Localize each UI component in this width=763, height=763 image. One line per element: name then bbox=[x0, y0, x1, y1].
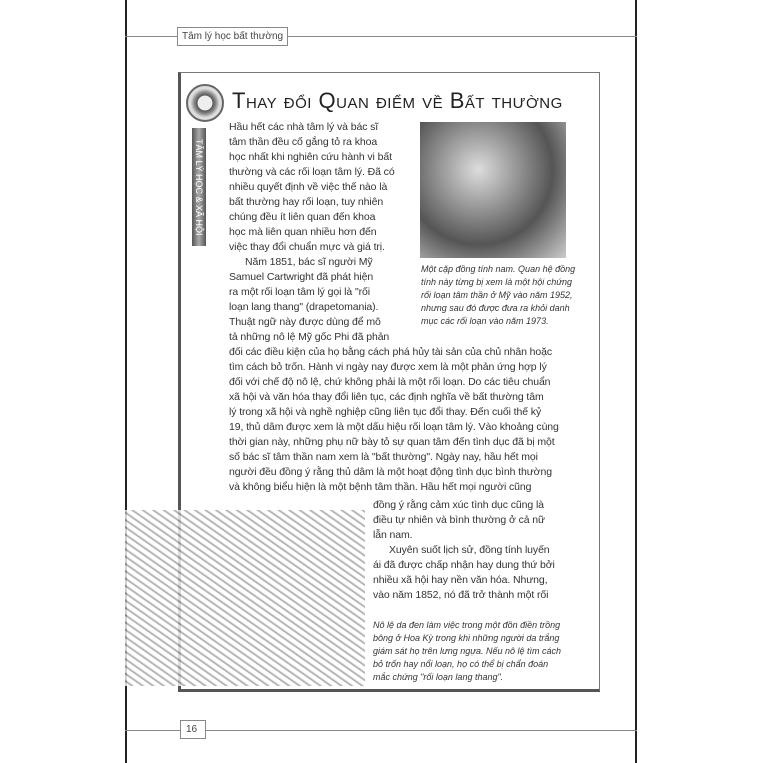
caption-line: bỏ trốn hay nổi loạn, họ có thể bị chẩn đoán bbox=[373, 659, 549, 669]
text-line: loạn lang thang" (drapetomania). bbox=[229, 301, 379, 313]
text-line: chúng đều ít liên quan đến khoa bbox=[229, 211, 376, 223]
text-line: đối với chế độ nô lệ, chứ không phải là một rối loạn. Do các tiêu chuẩn bbox=[229, 376, 551, 388]
text-line: tâm thần đều cố gắng tỏ ra khoa bbox=[229, 136, 378, 148]
text-line: tả những nô lệ Mỹ gốc Phi đã phản bbox=[229, 331, 390, 343]
text-line: ra một rối loạn tâm lý gọi là "rối bbox=[229, 286, 370, 298]
text-line: đối các điều kiện của họ bằng cách phá hủy tài sản của chủ nhân hoặc bbox=[229, 346, 553, 358]
text-line: nhiều xã hội hay nền văn hóa. Nhưng, bbox=[373, 574, 548, 586]
page-number: 16 bbox=[180, 720, 206, 739]
body-column-top bbox=[229, 120, 559, 495]
text-line: ái đã được chấp nhận hay dung thứ bởi bbox=[373, 559, 555, 571]
text-line: số bác sĩ tâm thần nam xem là "bất thường". Ngày nay, hầu hết mọi bbox=[229, 451, 538, 463]
text-line: tìm cách bỏ trốn. Hành vi ngày nay được xem là một phản ứng hợp lý bbox=[229, 361, 547, 373]
text-line: người đều đồng ý rằng thủ dâm là một hoạt động tình dục bình thường bbox=[229, 466, 552, 478]
text-line: Hầu hết các nhà tâm lý và bác sĩ bbox=[229, 121, 379, 133]
caption-line: tính này từng bị xem là một hội chứng bbox=[421, 277, 572, 287]
caption-line: Một cặp đồng tính nam. Quan hệ đồng bbox=[421, 264, 576, 274]
body-column-right bbox=[373, 498, 555, 603]
text-line: vào năm 1852, nó đã trở thành một rối bbox=[373, 589, 549, 601]
running-title: Tâm lý học bất thường bbox=[177, 27, 288, 46]
caption-line: nhưng sau đó được đưa ra khỏi danh bbox=[421, 303, 570, 313]
text-line: bất thường hay rối loạn, tuy nhiên bbox=[229, 196, 384, 208]
text-line: thời gian này, những phụ nữ bày tỏ sự quan tâm đến tình dục đã bị một bbox=[229, 436, 555, 448]
globe-icon bbox=[186, 84, 224, 122]
text-line: xã hội và văn hóa thay đổi liên tục, các định nghĩa về bất thường tâm bbox=[229, 391, 544, 403]
side-tab: TÂM LÝ HỌC & XÃ HỘI bbox=[192, 128, 206, 246]
engraving-plantation bbox=[125, 510, 365, 686]
text-line: học mà liên quan nhiều hơn đến bbox=[229, 226, 377, 238]
text-line: đồng ý rằng cảm xúc tình dục cũng là bbox=[373, 499, 544, 511]
engraving-caption bbox=[373, 619, 561, 684]
text-line: Thuật ngữ này được dùng để mô bbox=[229, 316, 381, 328]
text-line: Năm 1851, bác sĩ người Mỹ bbox=[245, 256, 373, 268]
text-line: việc thay đổi chuẩn mực và giá trị. bbox=[229, 241, 385, 253]
text-line: thường và các rối loạn tâm lý. Đã có bbox=[229, 166, 395, 178]
text-line: lẫn nam. bbox=[373, 529, 413, 541]
text-line: và không biểu hiện là một bệnh tâm thần. Hầu hết mọi người cũng bbox=[229, 481, 532, 493]
text-line: Samuel Cartwright đã phát hiện bbox=[229, 271, 374, 283]
text-line: 19, thủ dâm được xem là một dấu hiệu rối loạn tâm lý. Vào khoảng cùng bbox=[229, 421, 559, 433]
caption-line: Nô lệ da đen làm việc trong một đồn điền trồng bbox=[373, 620, 561, 630]
text-line: nhiều quyết định về việc thế nào là bbox=[229, 181, 388, 193]
caption-line: rối loạn tâm thần ở Mỹ vào năm 1952, bbox=[421, 290, 573, 300]
section-title: Thay đổi Quan điểm về Bất thường bbox=[232, 88, 563, 113]
text-line: lý trong xã hội và nghề nghiệp cũng liên tục đổi thay. Đến cuối thế kỷ bbox=[229, 406, 542, 418]
caption-line: mục các rối loạn vào năm 1973. bbox=[421, 316, 549, 326]
text-line: học nhất khi nghiên cứu hành vi bất bbox=[229, 151, 392, 163]
caption-line: giám sát họ trên lưng ngựa. Nếu nô lệ tìm cách bbox=[373, 646, 562, 656]
text-line: Xuyên suốt lịch sử, đồng tính luyến bbox=[389, 544, 550, 556]
text-line: điều tự nhiên và bình thường ở cả nữ bbox=[373, 514, 545, 526]
caption-line: mắc chứng "rối loạn lang thang". bbox=[373, 672, 504, 682]
caption-line: bông ở Hoa Kỳ trong khi những người da trắng bbox=[373, 633, 560, 643]
